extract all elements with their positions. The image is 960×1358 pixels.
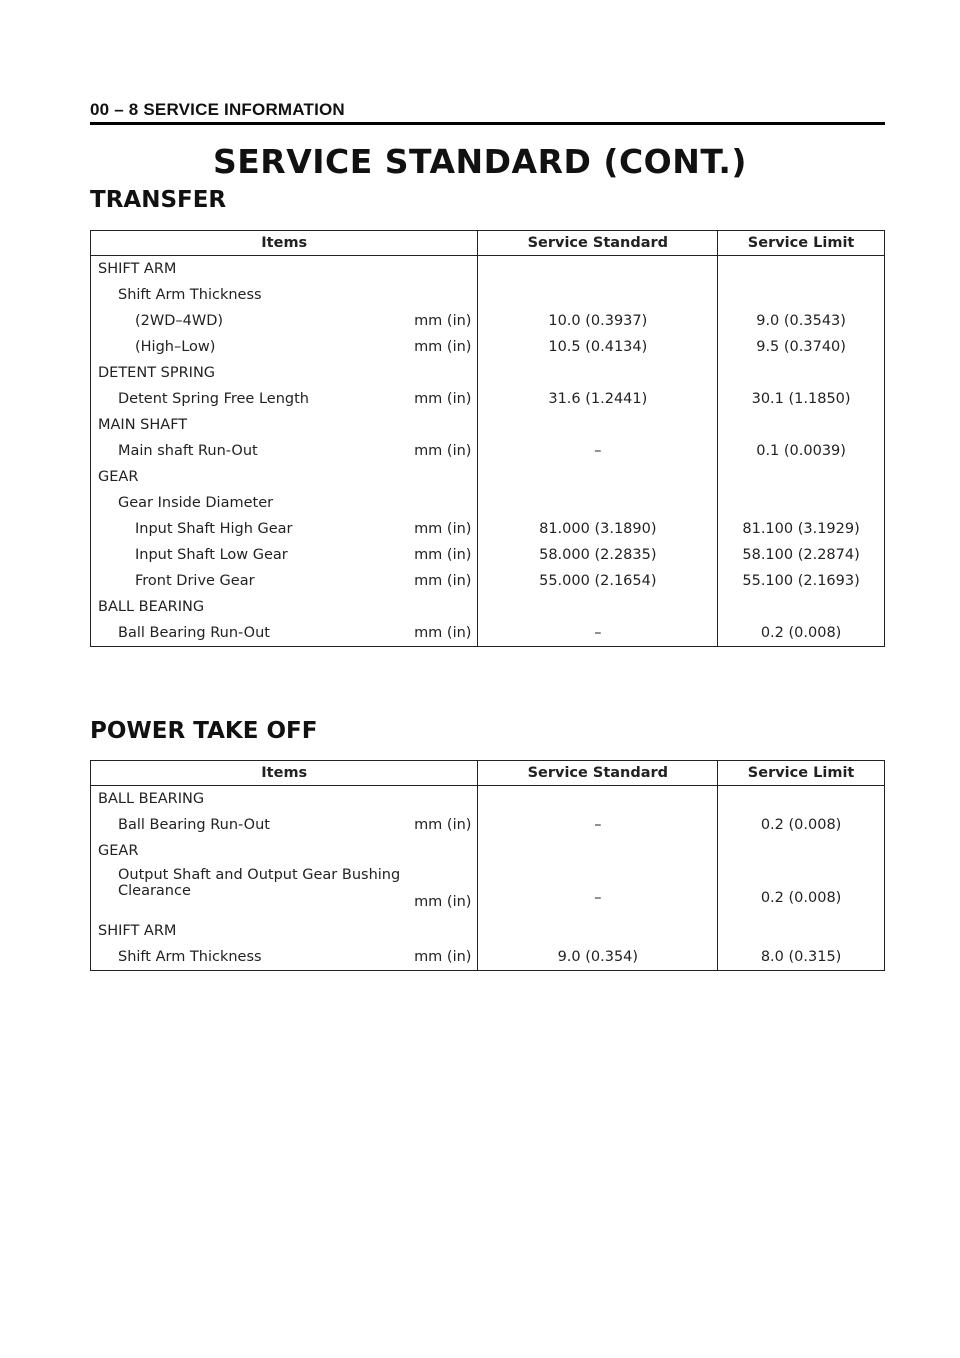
service-standard-cell: 10.0 (0.3937) [478, 308, 718, 334]
service-standard-cell: 58.000 (2.2835) [478, 542, 718, 568]
item-cell [91, 864, 478, 918]
service-standard-cell [478, 838, 718, 864]
unit-label: mm (in) [414, 573, 472, 589]
column-header-service-standard: Service Standard [478, 231, 718, 256]
item-cell [91, 812, 478, 838]
table-row [91, 838, 885, 864]
service-standard-cell [478, 918, 718, 944]
transfer-table-body [91, 256, 885, 647]
unit-label: mm (in) [414, 949, 472, 965]
table-row [91, 464, 885, 490]
column-header-service-limit: Service Limit [718, 761, 885, 786]
item-cell [91, 620, 478, 647]
column-header-items: Items [91, 231, 478, 256]
service-limit-cell: 0.2 (0.008) [760, 625, 842, 641]
item-cell [91, 516, 478, 542]
item-label: Detent Spring Free Length [118, 391, 309, 407]
service-limit-cell [718, 464, 885, 490]
service-standard-cell: – [478, 812, 718, 838]
transfer-table [90, 230, 885, 647]
item-label: Ball Bearing Run-Out [118, 625, 270, 641]
table-row [91, 568, 885, 594]
table-row [91, 594, 885, 620]
service-limit-cell [718, 256, 885, 283]
table-row [91, 386, 885, 412]
pto-header-row [91, 761, 885, 786]
service-limit-cell: 0.1 (0.0039) [756, 443, 846, 459]
service-limit-cell [718, 918, 885, 944]
service-standard-cell [478, 464, 718, 490]
service-standard-cell [478, 282, 718, 308]
service-limit-cell [718, 282, 885, 308]
item-cell [91, 412, 478, 438]
column-header-service-standard: Service Standard [478, 761, 718, 786]
service-limit-cell: 9.0 (0.3543) [756, 313, 846, 329]
table-row [91, 516, 885, 542]
item-cell [91, 334, 478, 360]
unit-label: mm (in) [414, 625, 472, 641]
item-cell [91, 838, 478, 864]
service-standard-cell: – [478, 438, 718, 464]
pto-heading: POWER TAKE OFF [90, 718, 318, 744]
item-label: Main shaft Run-Out [118, 443, 258, 459]
unit-label: mm (in) [414, 339, 472, 355]
service-limit-cell: 9.5 (0.3740) [756, 339, 846, 355]
unit-label: mm (in) [414, 313, 472, 329]
service-standard-cell: 55.000 (2.1654) [478, 568, 718, 594]
item-label: Shift Arm Thickness [118, 949, 262, 965]
table-row [91, 438, 885, 464]
item-cell [91, 256, 478, 283]
transfer-heading: TRANSFER [90, 187, 227, 213]
item-label: (High–Low) [135, 339, 216, 355]
service-standard-cell [478, 256, 718, 283]
table-row [91, 620, 885, 647]
item-cell [91, 786, 478, 813]
unit-label: mm (in) [414, 391, 472, 407]
service-standard-cell [478, 490, 718, 516]
item-label: BALL BEARING [98, 791, 205, 807]
item-label: GEAR [98, 469, 139, 485]
table-row [91, 786, 885, 813]
table-row [91, 308, 885, 334]
service-standard-cell: 31.6 (1.2441) [478, 386, 718, 412]
table-row [91, 334, 885, 360]
table-row [91, 256, 885, 283]
service-limit-cell: 55.100 (2.1693) [742, 573, 860, 589]
item-label: SHIFT ARM [98, 923, 177, 939]
item-cell [91, 282, 478, 308]
item-label: Shift Arm Thickness [118, 287, 262, 303]
page-header: 00 – 8 SERVICE INFORMATION [90, 100, 885, 125]
item-cell [91, 594, 478, 620]
service-standard-cell [478, 412, 718, 438]
item-label: Input Shaft High Gear [135, 521, 293, 537]
item-label-line-2: Clearance [118, 883, 191, 899]
item-cell [91, 490, 478, 516]
table-row [91, 490, 885, 516]
service-standard-cell: – [478, 620, 718, 647]
item-cell [91, 568, 478, 594]
service-limit-cell: 0.2 (0.008) [760, 890, 842, 906]
service-limit-cell [718, 412, 885, 438]
item-label: BALL BEARING [98, 599, 205, 615]
item-label: Gear Inside Diameter [118, 495, 274, 511]
table-row [91, 282, 885, 308]
service-limit-cell [718, 490, 885, 516]
table-row [91, 542, 885, 568]
service-limit-cell [718, 594, 885, 620]
unit-label: mm (in) [414, 443, 472, 459]
service-standard-cell: 81.000 (3.1890) [478, 516, 718, 542]
item-cell [91, 438, 478, 464]
service-limit-cell: 0.2 (0.008) [760, 817, 842, 833]
page-title: SERVICE STANDARD (CONT.) [213, 142, 747, 181]
table-row [91, 864, 885, 918]
item-label: Front Drive Gear [135, 573, 255, 589]
item-cell [91, 308, 478, 334]
item-label: Input Shaft Low Gear [135, 547, 288, 563]
service-limit-cell [718, 360, 885, 386]
service-limit-cell: 58.100 (2.2874) [742, 547, 860, 563]
item-label-line-1: Output Shaft and Output Gear Bushing [118, 867, 401, 883]
item-label: MAIN SHAFT [98, 417, 188, 433]
table-row [91, 412, 885, 438]
transfer-header-row [91, 231, 885, 256]
item-cell [91, 360, 478, 386]
item-cell [91, 464, 478, 490]
unit-label: mm (in) [414, 547, 472, 563]
pto-table [90, 760, 885, 971]
item-label: DETENT SPRING [98, 365, 216, 381]
service-standard-cell [478, 594, 718, 620]
table-row [91, 944, 885, 971]
column-header-items: Items [91, 761, 478, 786]
item-label: Ball Bearing Run-Out [118, 817, 270, 833]
table-row [91, 812, 885, 838]
item-label [118, 867, 400, 899]
service-limit-cell: 81.100 (3.1929) [742, 521, 860, 537]
unit-label: mm (in) [414, 521, 472, 537]
item-label: (2WD–4WD) [135, 313, 224, 329]
service-limit-cell: 8.0 (0.315) [760, 949, 842, 965]
item-cell [91, 386, 478, 412]
service-standard-cell [478, 786, 718, 813]
service-standard-cell: 10.5 (0.4134) [478, 334, 718, 360]
service-limit-cell: 30.1 (1.1850) [751, 391, 851, 407]
service-standard-cell: 9.0 (0.354) [478, 944, 718, 971]
table-row [91, 360, 885, 386]
item-label: SHIFT ARM [98, 261, 177, 277]
service-standard-cell: – [478, 864, 718, 918]
unit-label: mm (in) [414, 893, 472, 910]
item-cell [91, 918, 478, 944]
service-limit-cell [718, 838, 885, 864]
pto-table-body [91, 786, 885, 971]
service-standard-cell [478, 360, 718, 386]
table-row [91, 918, 885, 944]
item-cell [91, 542, 478, 568]
item-cell [91, 944, 478, 971]
service-limit-cell [718, 786, 885, 813]
column-header-service-limit: Service Limit [718, 231, 885, 256]
unit-label: mm (in) [414, 817, 472, 833]
item-label: GEAR [98, 843, 139, 859]
